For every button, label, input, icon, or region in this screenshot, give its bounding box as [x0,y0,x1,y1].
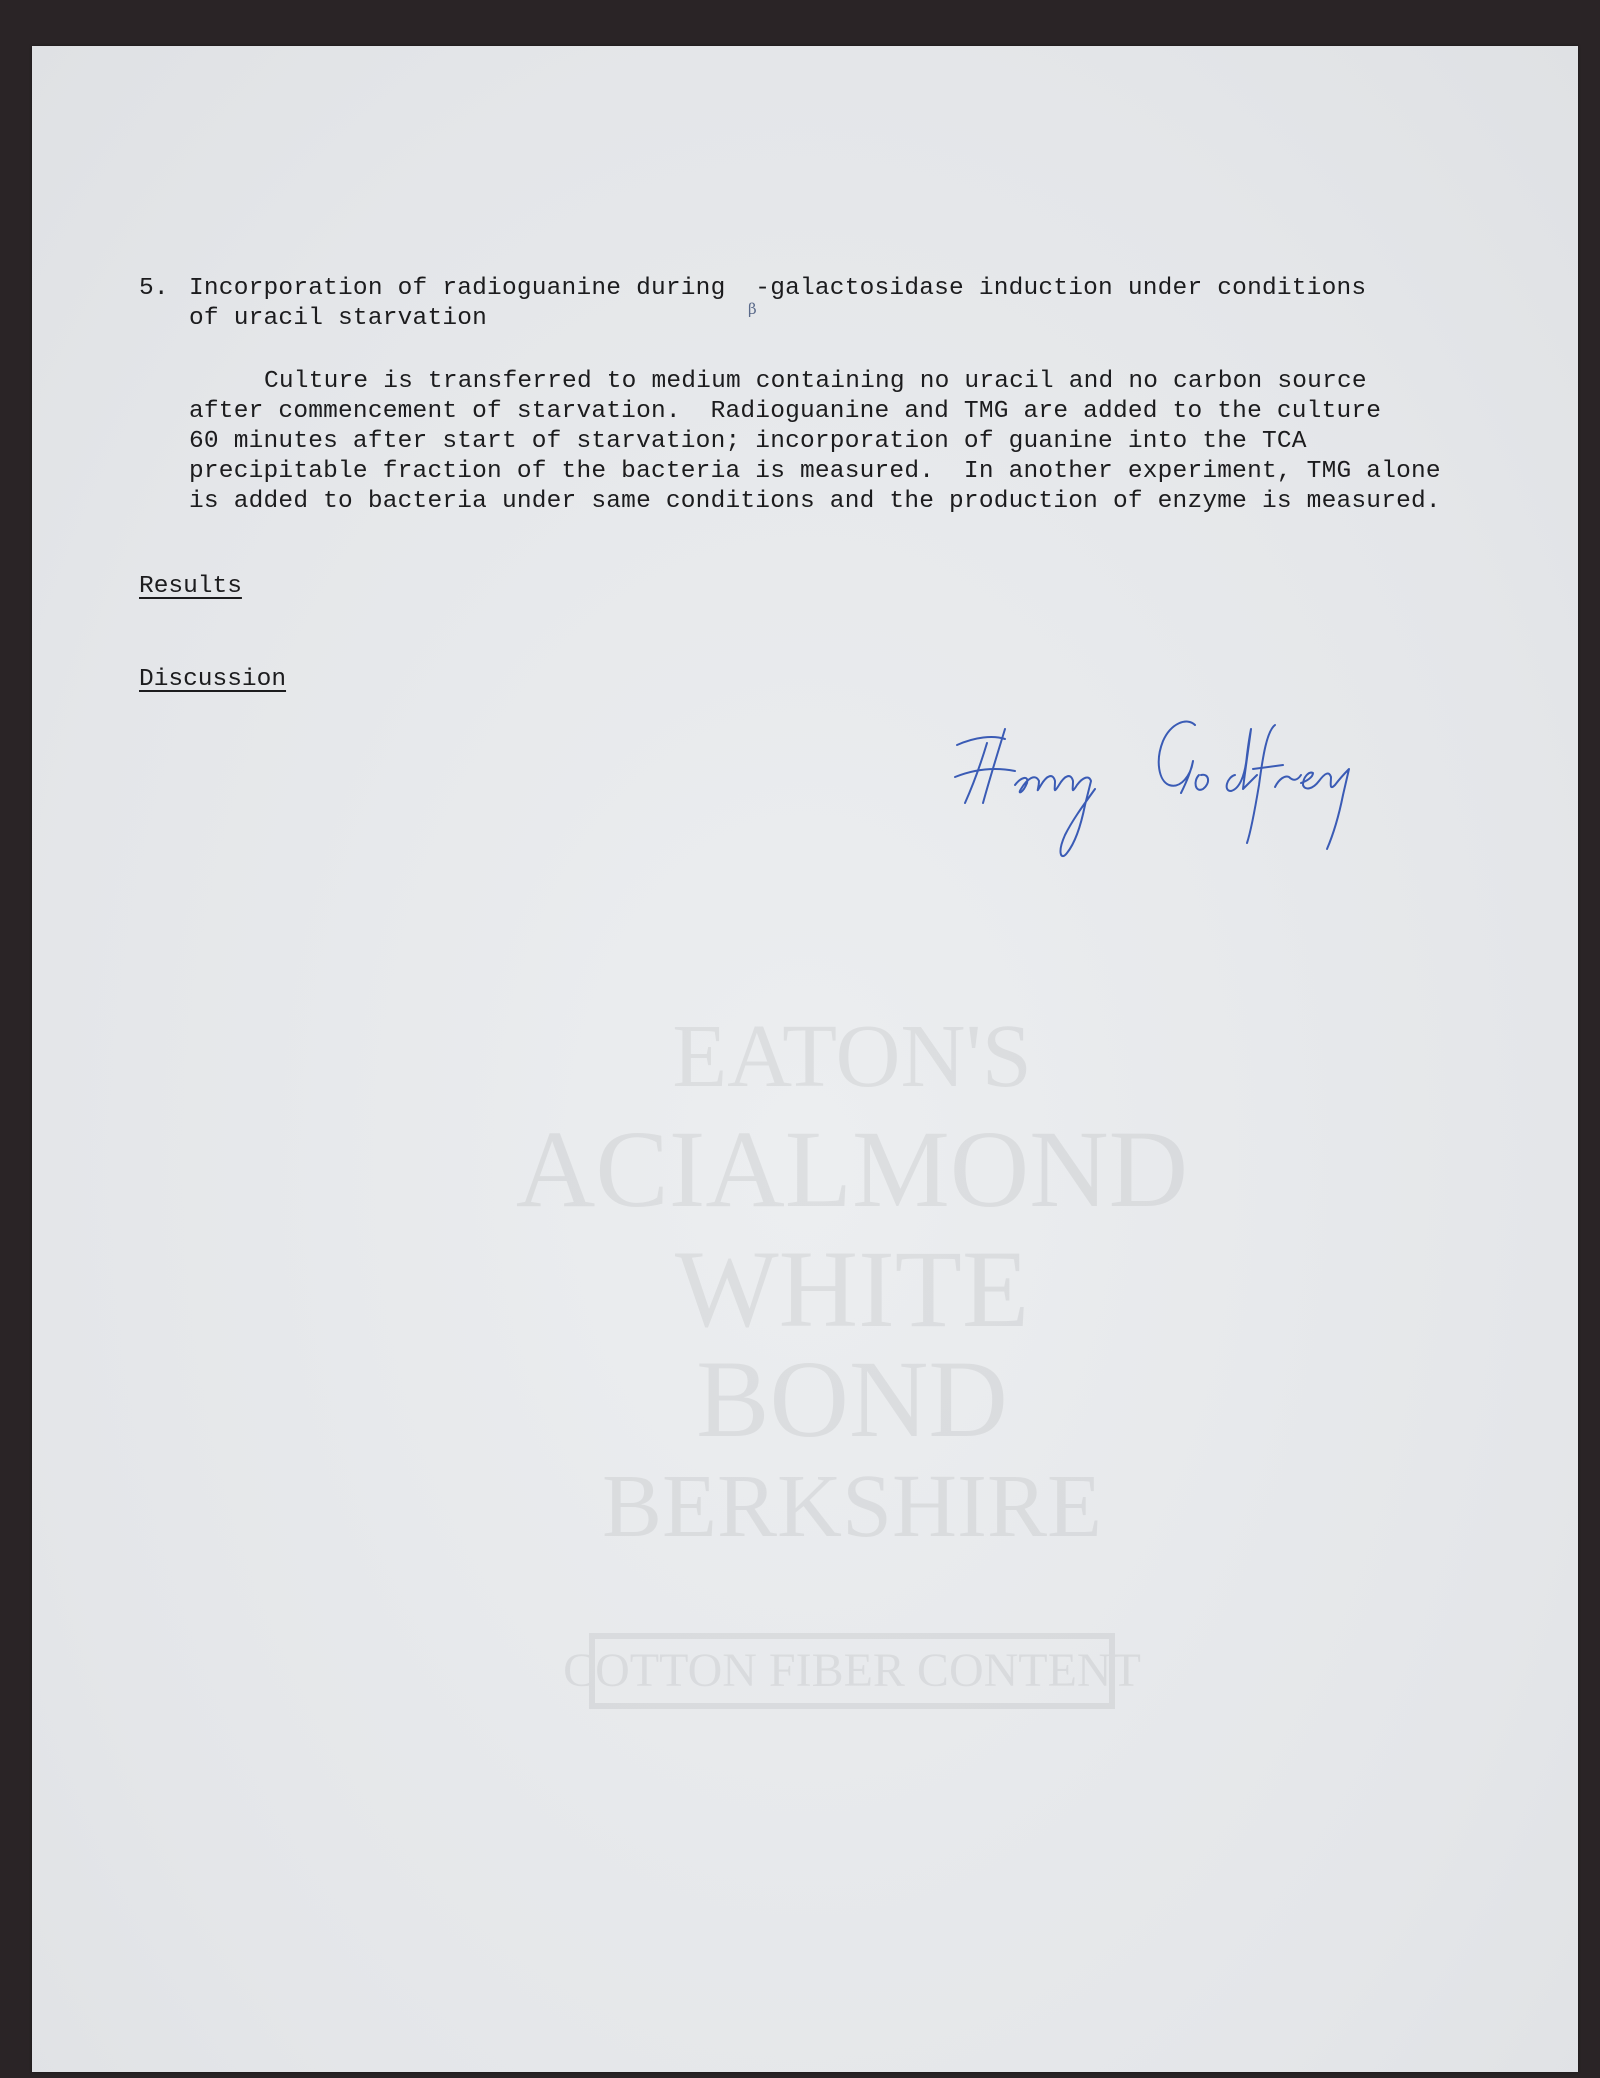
section-title-line-2: of uracil starvation [189,305,488,332]
section-title-line-1: Incorporation of radioguanine during -galactosidase induction under conditions [189,275,1367,302]
paragraph-line: precipitable fraction of the bacteria is measured. In another experiment, TMG alone [189,458,1441,485]
item-number: 5. [139,275,169,302]
watermark-line: BERKSHIRE [601,1457,1103,1556]
handwritten-signature [935,685,1435,870]
paragraph-line: is added to bacteria under same conditions and the production of enzyme is measured. [189,488,1441,515]
paragraph-line: Culture is transferred to medium containing no uracil and no carbon source [264,368,1367,395]
watermark-line: WHITE [674,1228,1030,1350]
paper-watermark [512,976,1192,1736]
results-heading: Results [139,573,242,600]
watermark-line: ACIALMOND [515,1108,1189,1230]
watermark-line: BOND [696,1338,1008,1460]
watermark-line: EATON'S [672,1007,1032,1106]
document-page [32,46,1578,2072]
watermark-line: COTTON FIBER CONTENT [563,1644,1141,1697]
paragraph-line: after commencement of starvation. Radioguanine and TMG are added to the culture [189,398,1382,425]
paragraph-line: 60 minutes after start of starvation; incorporation of guanine into the TCA [189,428,1307,455]
discussion-heading: Discussion [139,666,287,693]
beta-symbol: β [748,300,757,318]
